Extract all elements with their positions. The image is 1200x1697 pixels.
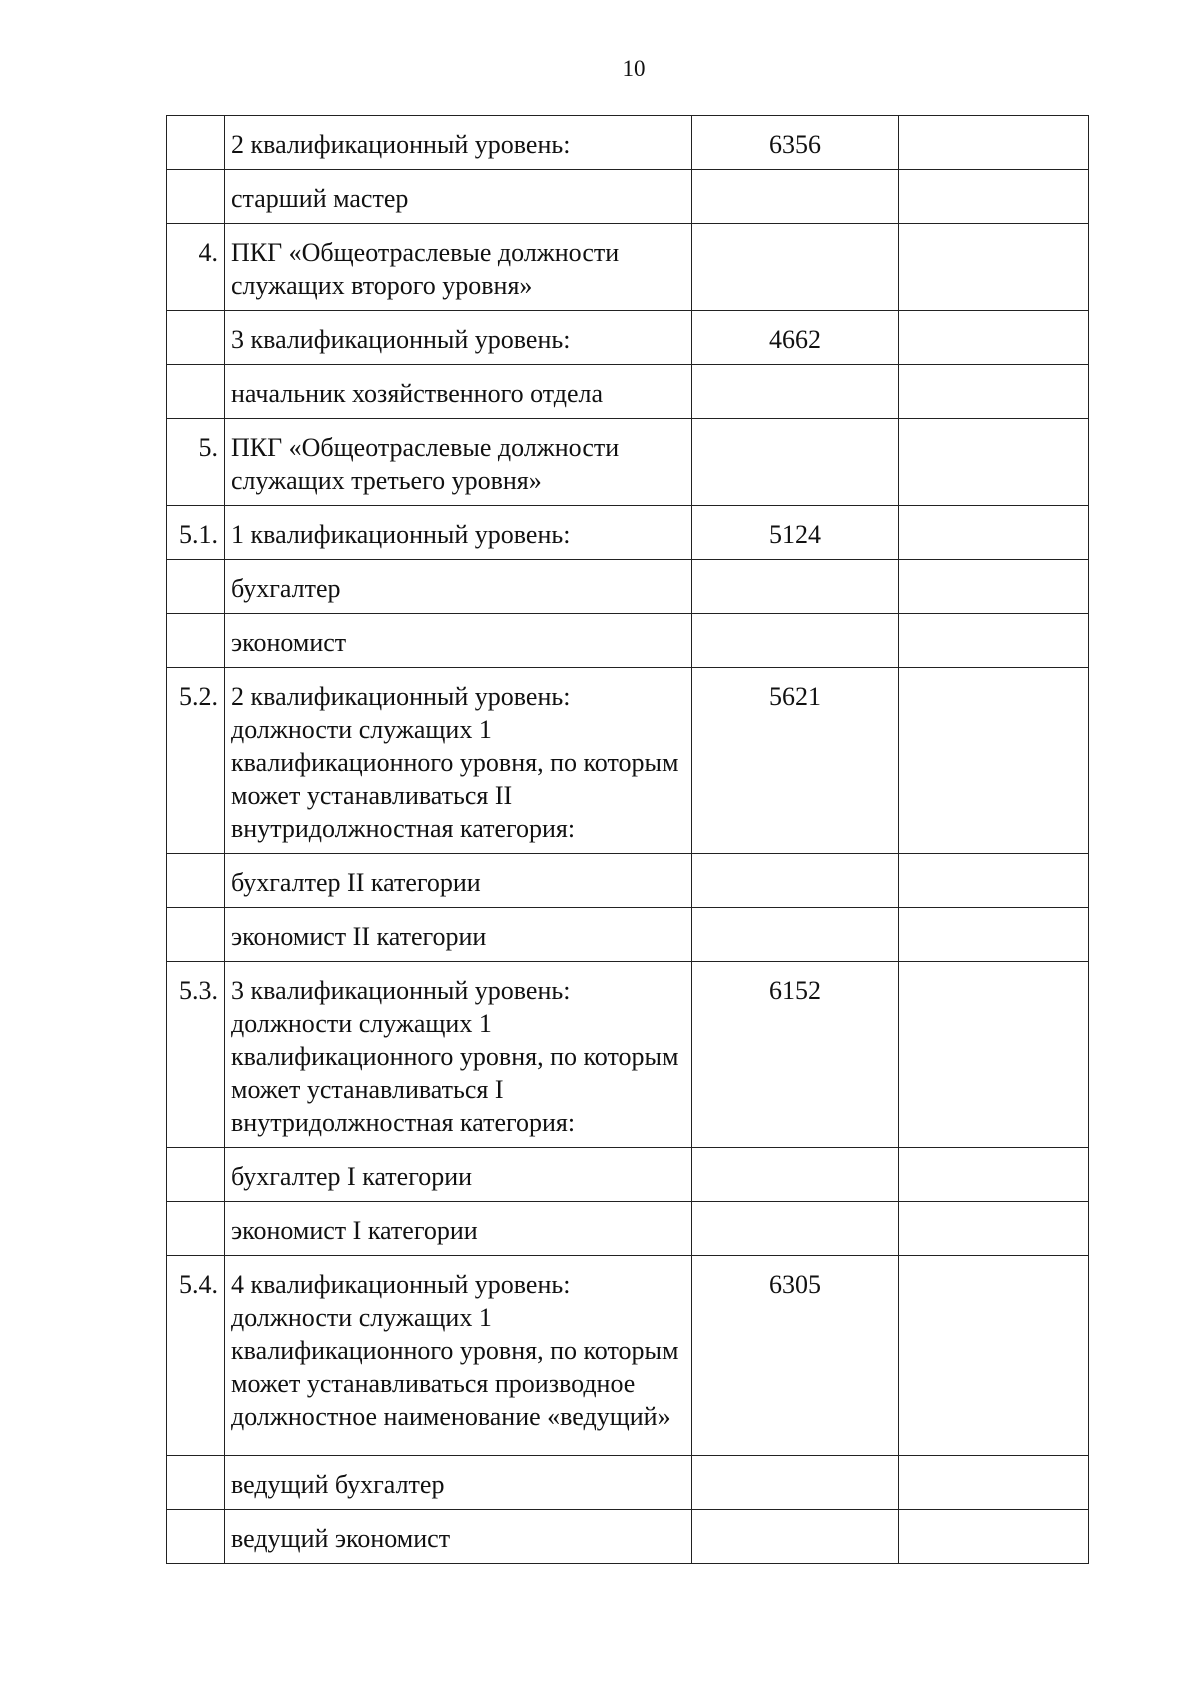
row-text-cell: 1 квалификационный уровень: bbox=[225, 506, 692, 560]
row-number-cell bbox=[167, 1202, 225, 1256]
row-text-cell: старший мастер bbox=[225, 170, 692, 224]
row-value-cell bbox=[692, 854, 899, 908]
row-value-cell bbox=[692, 419, 899, 506]
table-row bbox=[167, 224, 1089, 311]
salary-table bbox=[166, 115, 1089, 1564]
row-number-cell: 5. bbox=[167, 419, 225, 506]
row-extra-cell bbox=[899, 1148, 1089, 1202]
row-number-cell bbox=[167, 365, 225, 419]
row-text-cell: ПКГ «Общеотраслевые должности служащих второго уровня» bbox=[225, 224, 692, 311]
row-value-cell: 4662 bbox=[692, 311, 899, 365]
row-number-cell: 5.2. bbox=[167, 668, 225, 854]
row-text-cell: ведущий экономист bbox=[225, 1510, 692, 1564]
row-value-cell bbox=[692, 1202, 899, 1256]
row-text-cell: бухгалтер I категории bbox=[225, 1148, 692, 1202]
table-row bbox=[167, 1256, 1089, 1456]
row-text-cell: экономист I категории bbox=[225, 1202, 692, 1256]
row-value-cell bbox=[692, 614, 899, 668]
table-row bbox=[167, 560, 1089, 614]
row-number-cell bbox=[167, 1456, 225, 1510]
row-text-cell: ведущий бухгалтер bbox=[225, 1456, 692, 1510]
row-text-cell: 3 квалификационный уровень: должности служащих 1 квалификационного уровня, по которым может устанавливаться I внутридолжностная категория: bbox=[225, 962, 692, 1148]
row-value-cell bbox=[692, 560, 899, 614]
row-text-cell: 4 квалификационный уровень: должности служащих 1 квалификационного уровня, по которым может устанавливаться производное должностное наименование «ведущий» bbox=[225, 1256, 692, 1456]
row-value-cell: 6305 bbox=[692, 1256, 899, 1456]
row-number-cell bbox=[167, 560, 225, 614]
row-number-cell bbox=[167, 116, 225, 170]
row-extra-cell bbox=[899, 668, 1089, 854]
row-number-cell: 5.4. bbox=[167, 1256, 225, 1456]
row-value-cell: 5124 bbox=[692, 506, 899, 560]
row-text-cell: 3 квалификационный уровень: bbox=[225, 311, 692, 365]
row-extra-cell bbox=[899, 365, 1089, 419]
page-number: 10 bbox=[622, 56, 646, 81]
row-number-cell: 5.3. bbox=[167, 962, 225, 1148]
row-number-cell bbox=[167, 1148, 225, 1202]
table-row bbox=[167, 1510, 1089, 1564]
row-value-cell: 5621 bbox=[692, 668, 899, 854]
row-number-cell: 5.1. bbox=[167, 506, 225, 560]
row-extra-cell bbox=[899, 116, 1089, 170]
row-number-cell bbox=[167, 311, 225, 365]
row-extra-cell bbox=[899, 1202, 1089, 1256]
table-row bbox=[167, 170, 1089, 224]
row-number-cell bbox=[167, 908, 225, 962]
row-extra-cell bbox=[899, 224, 1089, 311]
row-extra-cell bbox=[899, 854, 1089, 908]
table-row bbox=[167, 962, 1089, 1148]
table-row bbox=[167, 908, 1089, 962]
row-extra-cell bbox=[899, 311, 1089, 365]
table-body bbox=[167, 116, 1089, 1564]
row-value-cell: 6152 bbox=[692, 962, 899, 1148]
table-row bbox=[167, 365, 1089, 419]
table-row bbox=[167, 311, 1089, 365]
row-value-cell: 6356 bbox=[692, 116, 899, 170]
row-extra-cell bbox=[899, 506, 1089, 560]
table-row bbox=[167, 1456, 1089, 1510]
row-text-cell: начальник хозяйственного отдела bbox=[225, 365, 692, 419]
table-row bbox=[167, 614, 1089, 668]
table-row bbox=[167, 854, 1089, 908]
row-extra-cell bbox=[899, 560, 1089, 614]
row-value-cell bbox=[692, 1148, 899, 1202]
row-text-cell: бухгалтер II категории bbox=[225, 854, 692, 908]
row-extra-cell bbox=[899, 170, 1089, 224]
row-number-cell bbox=[167, 1510, 225, 1564]
row-extra-cell bbox=[899, 1256, 1089, 1456]
row-text-cell: 2 квалификационный уровень: должности служащих 1 квалификационного уровня, по которым может устанавливаться II внутридолжностная категория: bbox=[225, 668, 692, 854]
table-row bbox=[167, 506, 1089, 560]
row-value-cell bbox=[692, 1510, 899, 1564]
row-number-cell bbox=[167, 854, 225, 908]
row-text-cell: экономист II категории bbox=[225, 908, 692, 962]
row-extra-cell bbox=[899, 908, 1089, 962]
row-extra-cell bbox=[899, 962, 1089, 1148]
row-value-cell bbox=[692, 1456, 899, 1510]
table-row bbox=[167, 1148, 1089, 1202]
row-number-cell bbox=[167, 614, 225, 668]
row-number-cell: 4. bbox=[167, 224, 225, 311]
table-row bbox=[167, 419, 1089, 506]
row-extra-cell bbox=[899, 1456, 1089, 1510]
table-row bbox=[167, 1202, 1089, 1256]
row-text-cell: ПКГ «Общеотраслевые должности служащих третьего уровня» bbox=[225, 419, 692, 506]
table-row bbox=[167, 668, 1089, 854]
row-value-cell bbox=[692, 170, 899, 224]
row-text-cell: экономист bbox=[225, 614, 692, 668]
row-extra-cell bbox=[899, 419, 1089, 506]
row-text-cell: 2 квалификационный уровень: bbox=[225, 116, 692, 170]
row-value-cell bbox=[692, 908, 899, 962]
row-value-cell bbox=[692, 365, 899, 419]
row-text-cell: бухгалтер bbox=[225, 560, 692, 614]
row-extra-cell bbox=[899, 1510, 1089, 1564]
row-extra-cell bbox=[899, 614, 1089, 668]
row-number-cell bbox=[167, 170, 225, 224]
row-value-cell bbox=[692, 224, 899, 311]
table-row bbox=[167, 116, 1089, 170]
